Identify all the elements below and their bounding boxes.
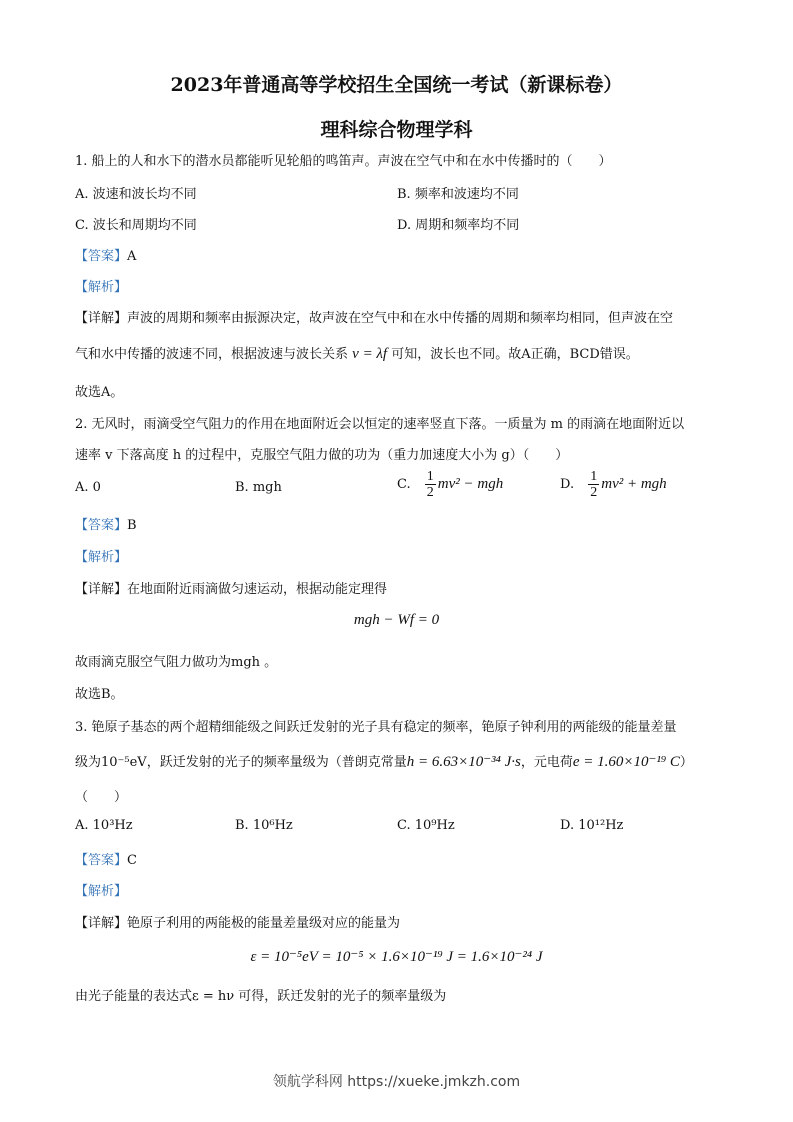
q3-stem-text-pre: 级为10⁻⁵eV，跃迁发射的光子的频率量级为（普朗克常量 xyxy=(75,755,407,770)
q1-detail-line-2 xyxy=(75,343,639,363)
q2-detail-text: 在地面附近雨滴做匀速运动，根据动能定理得 xyxy=(127,582,388,597)
q1-answer-line xyxy=(75,245,136,264)
q3-stem-text-end: ） xyxy=(679,755,693,770)
q1-detail-line-1 xyxy=(75,307,673,326)
q3-answer: C xyxy=(127,853,137,868)
half-fraction: $\frac{1}{2}$ xyxy=(426,469,434,500)
q1-analysis-label: 【解析】 xyxy=(75,280,128,295)
q2-conclusion: 故选B。 xyxy=(75,687,124,702)
q3-option-c: C. 10⁹Hz xyxy=(397,818,455,833)
q3-planck-constant: h = 6.63×10⁻³⁴ J·s xyxy=(406,754,521,770)
footer-watermark: 领航学科网 https://xueke.jmkzh.com xyxy=(272,1074,521,1090)
q3-stem-line-2 xyxy=(75,751,693,771)
q3-option-b: B. 10⁶Hz xyxy=(235,818,293,833)
q1-option-c: C. 波长和周期均不同 xyxy=(75,218,197,233)
q3-option-a: A. 10³Hz xyxy=(75,818,133,833)
q2-answer-line xyxy=(75,514,137,533)
q3-detail-line xyxy=(75,912,400,931)
q2-option-c-expression: mv² − mgh xyxy=(437,475,504,492)
q3-elementary-charge: e = 1.60×10⁻¹⁹ C xyxy=(572,754,680,770)
q2-line-after: 故雨滴克服空气阻力做功为mgh 。 xyxy=(75,655,278,670)
q3-answer-line xyxy=(75,849,137,868)
q3-stem-text-mid: ，元电荷 xyxy=(520,755,573,770)
q1-option-a: A. 波速和波长均不同 xyxy=(75,187,197,202)
detail-label: 【详解】 xyxy=(75,582,128,597)
q2-option-c-label: C. xyxy=(397,476,411,492)
q2-option-c xyxy=(397,469,503,500)
q3-stem-line-1: 3. 铯原子基态的两个超精细能级之间跃迁发射的光子具有稳定的频率，铯原子钟利用的两能级的能量差量 xyxy=(75,720,677,735)
q1-stem: 1. 船上的人和水下的潜水员都能听见轮船的鸣笛声。声波在空气中和在水中传播时的（ ） xyxy=(75,154,612,169)
q2-stem-line-2: 速率 v 下落高度 h 的过程中，克服空气阻力做的功为（重力加速度大小为 g）（ ） xyxy=(75,448,569,463)
q2-option-d xyxy=(560,469,667,500)
q1-detail-text-1: 声波的周期和频率由振源决定，故声波在空气中和在水中传播的周期和频率均相同，但声波在空 xyxy=(127,311,674,326)
q1-detail-text-2-post: 可知，波长也不同。故A正确，BCD错误。 xyxy=(391,347,639,362)
q1-option-d: D. 周期和频率均不同 xyxy=(397,218,520,233)
answer-label: 【答案】 xyxy=(75,249,128,264)
q1-wave-formula: v = λf xyxy=(352,346,388,362)
q1-conclusion: 故选A。 xyxy=(75,385,124,400)
q3-option-d: D. 10¹²Hz xyxy=(560,818,624,833)
answer-label: 【答案】 xyxy=(75,518,128,533)
detail-label: 【详解】 xyxy=(75,311,128,326)
answer-label: 【答案】 xyxy=(75,853,128,868)
q3-detail-text: 铯原子利用的两能极的能量差量级对应的能量为 xyxy=(127,916,401,931)
page-title: 2023年普通高等学校招生全国统一考试（新课标卷） xyxy=(170,74,623,96)
q2-stem-line-1: 2. 无风时，雨滴受空气阻力的作用在地面附近会以恒定的速率竖直下落。一质量为 m 的雨滴在地面附近以 xyxy=(75,417,685,432)
detail-label: 【详解】 xyxy=(75,916,128,931)
q2-answer: B xyxy=(127,518,137,533)
page-subtitle: 理科综合物理学科 xyxy=(320,119,473,141)
q2-analysis-label: 【解析】 xyxy=(75,550,128,565)
half-fraction: $\frac{1}{2}$ xyxy=(590,469,598,500)
q2-option-d-expression: mv² + mgh xyxy=(601,475,667,492)
q2-option-b: B. mgh xyxy=(235,480,282,495)
q1-detail-text-2-pre: 气和水中传播的波速不同，根据波速与波长关系 xyxy=(75,347,349,362)
q2-detail-line xyxy=(75,578,387,597)
q3-analysis-label: 【解析】 xyxy=(75,884,128,899)
q1-answer: A xyxy=(127,249,137,264)
q3-equation: ε = 10⁻⁵eV = 10⁻⁵ × 1.6×10⁻¹⁹ J = 1.6×10⁻²⁴ J xyxy=(250,949,543,965)
q3-stem-line-3: （ ） xyxy=(75,790,128,805)
q2-option-d-label: D. xyxy=(560,476,575,492)
q2-option-a: A. 0 xyxy=(75,480,101,495)
q1-option-b: B. 频率和波速均不同 xyxy=(397,187,519,202)
q2-equation: mgh − Wf = 0 xyxy=(353,612,440,628)
q3-line-after: 由光子能量的表达式ε = hν 可得，跃迁发射的光子的频率量级为 xyxy=(75,989,447,1004)
